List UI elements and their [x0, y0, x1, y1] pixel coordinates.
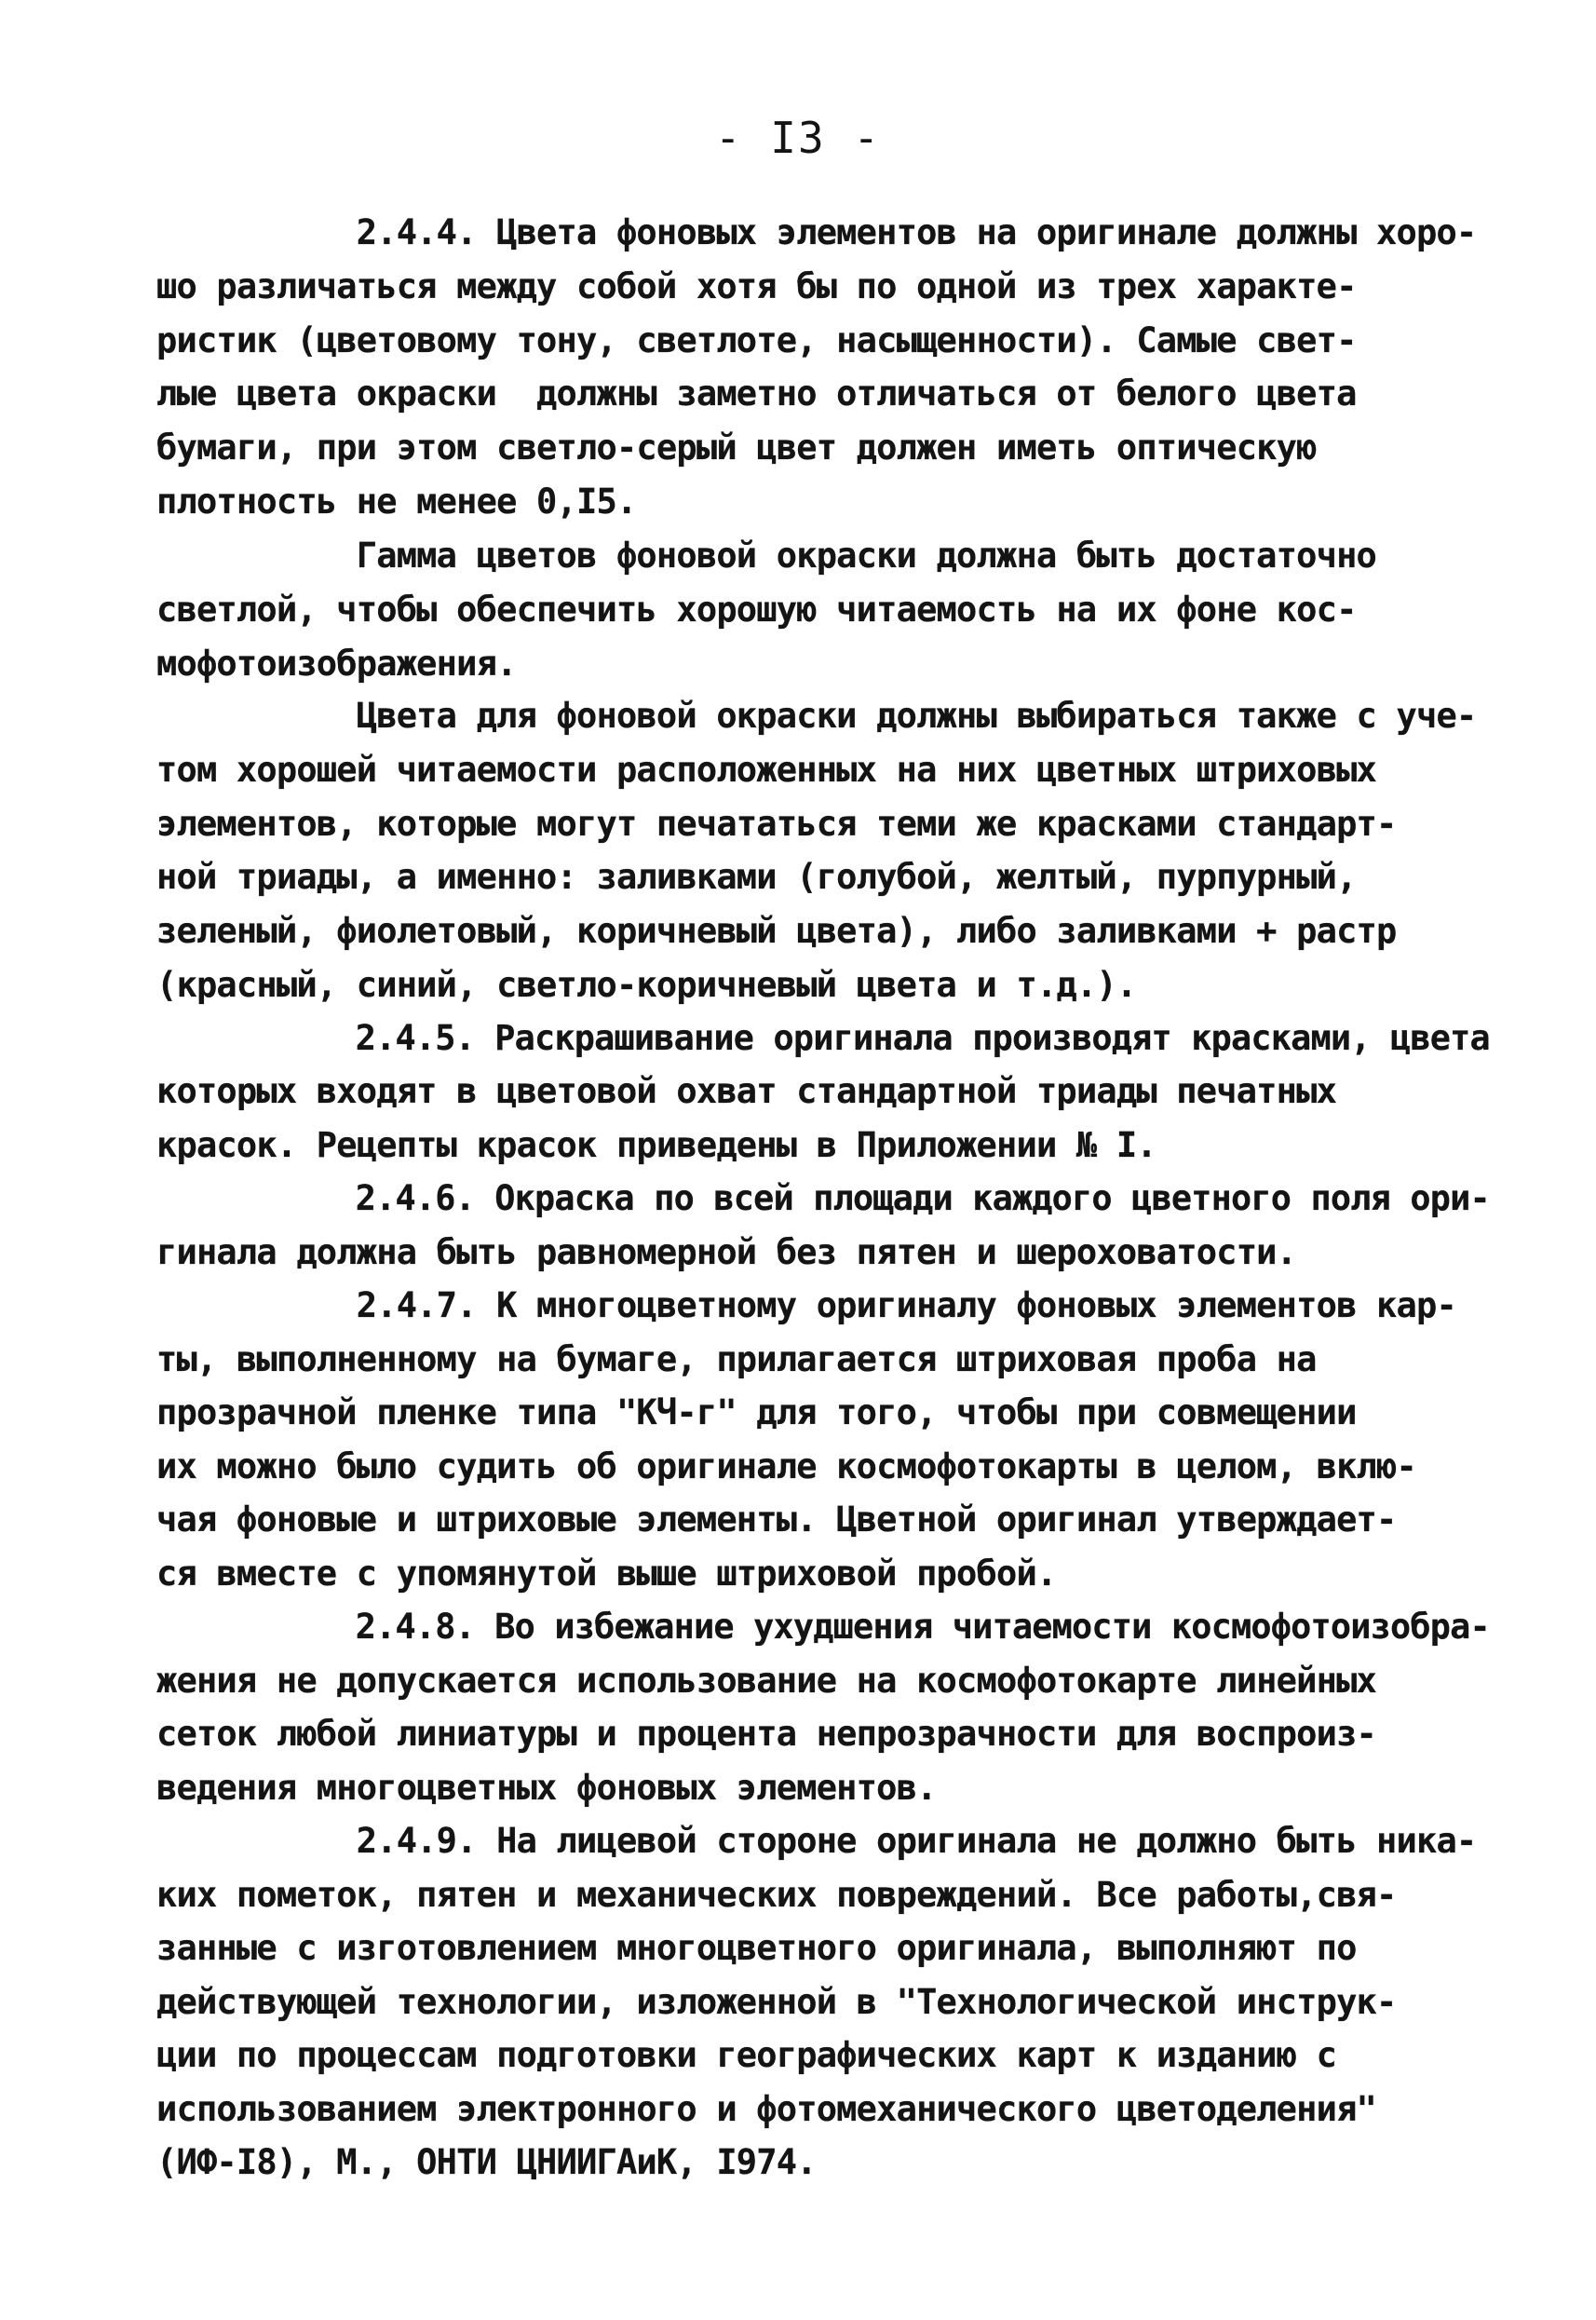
text-line: шо различаться между собой хотя бы по одной из трех характе-: [156, 266, 1357, 306]
text-line: Цвета для фоновой окраски должны выбираться также с уче-: [156, 696, 1477, 736]
text-line: светлой, чтобы обеспечить хорошую читаемость на их фоне кос-: [156, 590, 1357, 630]
text-line: том хорошей читаемости расположенных на них цветных штриховых: [156, 750, 1377, 790]
text-line: занные с изготовлением многоцветного оригинала, выполняют по: [156, 1928, 1357, 1968]
text-line: (красный, синий, светло-коричневый цвета и т.д.).: [156, 965, 1137, 1005]
text-line: лые цвета окраски должны заметно отличаться от белого цвета: [156, 373, 1357, 414]
text-line: использованием электронного и фотомеханического цветоделения": [156, 2089, 1377, 2129]
text-line: 2.4.8. Во избежание ухудшения читаемости космофотоизобра-: [156, 1607, 1490, 1647]
text-line: жения не допускается использование на космофотокарте линейных: [156, 1661, 1377, 1701]
text-line: их можно было судить об оригинале космофотокарты в целом, вклю-: [156, 1446, 1416, 1486]
text-line: (ИФ-I8), М., ОНТИ ЦНИИГАиК, I974.: [156, 2142, 817, 2182]
text-line: мофотоизображения.: [156, 644, 517, 684]
text-line: чая фоновые и штриховые элементы. Цветной оригинал утверждает-: [156, 1499, 1397, 1540]
text-line: 2.4.5. Раскрашивание оригинала производят красками, цвета: [156, 1018, 1490, 1058]
text-line: которых входят в цветовой охват стандартной триады печатных: [156, 1071, 1337, 1111]
text-line: плотность не менее 0,I5.: [156, 482, 637, 522]
text-line: зеленый, фиолетовый, коричневый цвета), либо заливками + растр: [156, 911, 1397, 951]
text-line: Гамма цветов фоновой окраски должна быть достаточно: [156, 536, 1377, 576]
text-line: красок. Рецепты красок приведены в Приложении № I.: [156, 1125, 1156, 1165]
text-line: ты, выполненному на бумаге, прилагается штриховая проба на: [156, 1339, 1317, 1379]
text-line: бумаги, при этом светло-серый цвет должен иметь оптическую: [156, 427, 1317, 468]
text-line: ции по процессам подготовки географических карт к изданию с: [156, 2035, 1337, 2075]
text-line: прозрачной пленке типа "КЧ-г" для того, чтобы при совмещении: [156, 1392, 1357, 1432]
text-line: ведения многоцветных фоновых элементов.: [156, 1768, 937, 1808]
text-line: элементов, которые могут печататься теми же красками стандарт-: [156, 804, 1397, 844]
page-number: - I3 -: [714, 113, 882, 163]
text-line: действующей технологии, изложенной в "Технологической инструк-: [156, 1982, 1397, 2022]
text-line: 2.4.6. Окраска по всей площади каждого цветного поля ори-: [156, 1178, 1490, 1218]
text-line: 2.4.7. К многоцветному оригиналу фоновых элементов кар-: [156, 1285, 1456, 1325]
text-line: ристик (цветовому тону, светлоте, насыщенности). Самые свет-: [156, 320, 1357, 360]
text-line: 2.4.4. Цвета фоновых элементов на оригинале должны хоро-: [156, 212, 1477, 252]
text-line: ких пометок, пятен и механических повреждений. Все работы,свя-: [156, 1875, 1397, 1915]
text-line: 2.4.9. На лицевой стороне оригинала не должно быть ника-: [156, 1821, 1477, 1861]
text-line: сеток любой линиатуры и процента непрозрачности для воспроиз-: [156, 1714, 1377, 1754]
text-line: ной триады, а именно: заливками (голубой, желтый, пурпурный,: [156, 857, 1357, 897]
text-line: гинала должна быть равномерной без пятен и шероховатости.: [156, 1232, 1297, 1272]
text-line: ся вместе с упомянутой выше штриховой пробой.: [156, 1553, 1057, 1594]
